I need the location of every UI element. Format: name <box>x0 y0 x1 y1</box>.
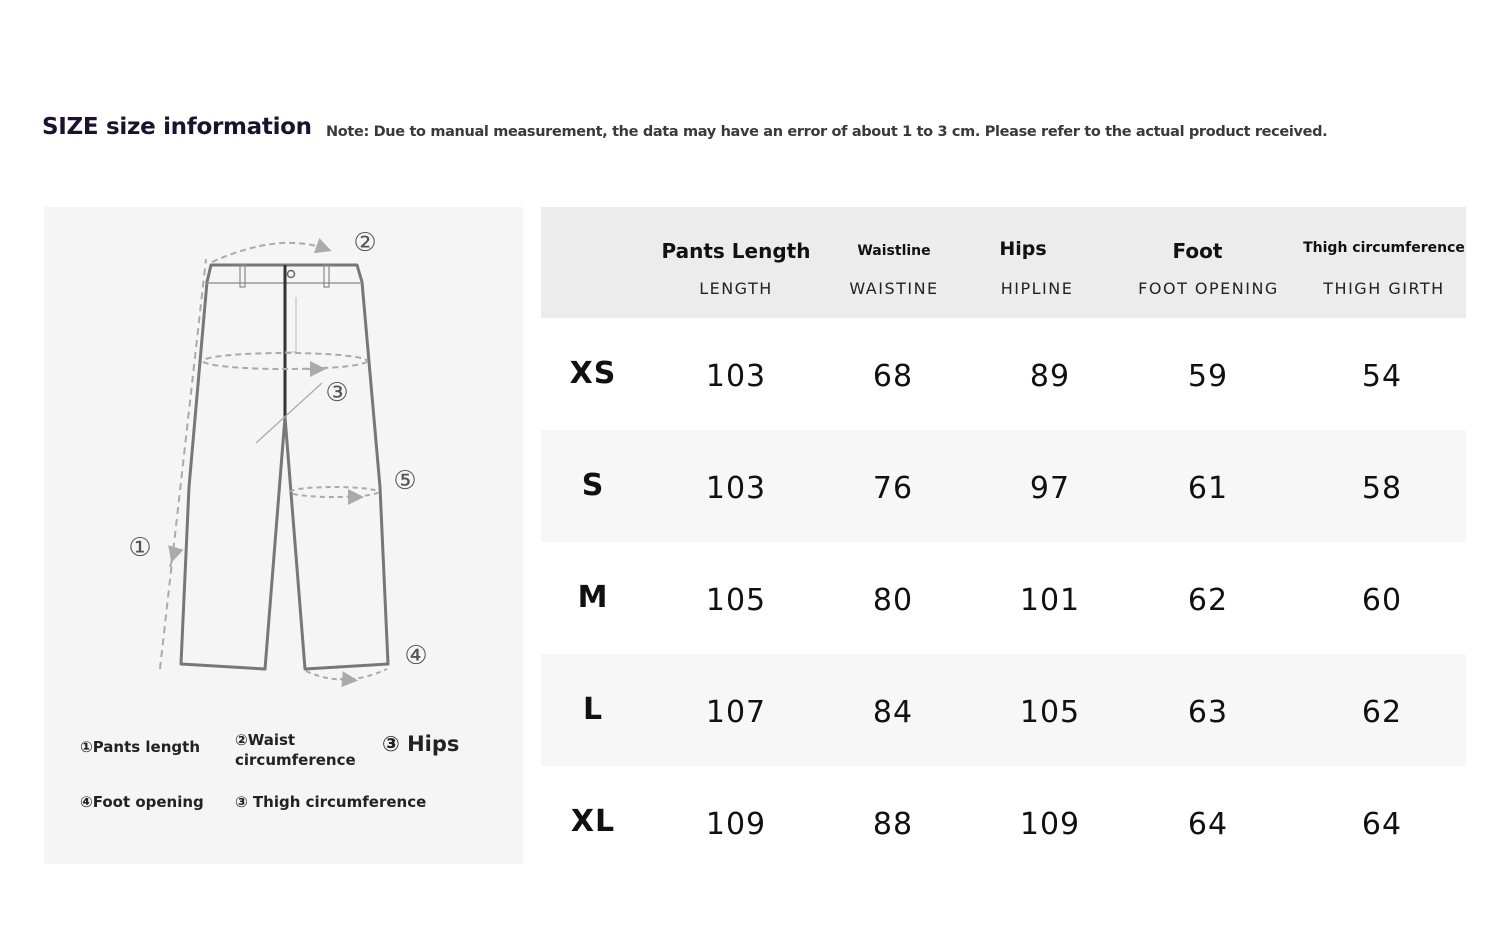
size-label: L <box>582 692 604 727</box>
thigh-ellipse <box>290 487 378 497</box>
value-thigh: 64 <box>1361 807 1403 842</box>
marker-5: ⑤ <box>393 466 417 496</box>
page-title: SIZE size information <box>42 114 312 140</box>
value-length: 103 <box>705 471 767 506</box>
legend-waist-line1: ②Waist <box>235 731 296 749</box>
value-waist: 88 <box>872 807 914 842</box>
value-thigh: 60 <box>1361 583 1403 618</box>
table-row-m <box>541 542 1466 654</box>
size-table <box>541 207 1466 878</box>
value-thigh: 62 <box>1361 695 1403 730</box>
waist-arrow <box>212 243 326 262</box>
size-label: XS <box>569 356 617 391</box>
legend-foot-opening: ④Foot opening <box>80 793 204 811</box>
value-foot: 61 <box>1187 471 1229 506</box>
value-hips: 89 <box>1029 359 1071 394</box>
marker-3: ③ <box>325 378 349 408</box>
value-hips: 109 <box>1019 807 1081 842</box>
value-foot: 59 <box>1187 359 1229 394</box>
col-pants-length: Pants Length LENGTH <box>661 239 811 298</box>
value-hips: 101 <box>1019 583 1081 618</box>
marker-4: ④ <box>404 641 428 671</box>
col-thigh: Thigh circumference THIGH GIRTH <box>1303 240 1465 298</box>
value-waist: 68 <box>872 359 914 394</box>
measurement-note: Note: Due to manual measurement, the data may have an error of about 1 to 3 cm. Please refer to the actual product received. <box>326 124 1328 140</box>
value-thigh: 58 <box>1361 471 1403 506</box>
value-thigh: 54 <box>1361 359 1403 394</box>
legend-thigh: ③ Thigh circumference <box>235 793 427 811</box>
value-hips: 97 <box>1029 471 1071 506</box>
table-row-xl <box>541 766 1466 878</box>
value-foot: 63 <box>1187 695 1229 730</box>
diagram-panel <box>44 207 523 864</box>
value-length: 103 <box>705 359 767 394</box>
legend-pants-length: ①Pants length <box>80 738 200 756</box>
value-hips: 105 <box>1019 695 1081 730</box>
marker-1: ① <box>128 533 152 563</box>
legend-waist-line2: circumference <box>235 751 356 769</box>
table-header <box>541 207 1466 318</box>
table-row-xs <box>541 318 1466 430</box>
marker-2: ② <box>353 228 377 258</box>
value-length: 105 <box>705 583 767 618</box>
legend-hips: ③ Hips <box>382 732 460 756</box>
table-row-l <box>541 654 1466 766</box>
value-foot: 62 <box>1187 583 1229 618</box>
value-length: 107 <box>705 695 767 730</box>
foot-arrow <box>306 669 387 680</box>
table-row-s <box>541 430 1466 542</box>
col-waistline: Waistline WAISTINE <box>849 243 939 298</box>
col-foot: Foot FOOT OPENING <box>1138 239 1279 298</box>
col-hips: Hips HIPLINE <box>999 238 1074 298</box>
value-foot: 64 <box>1187 807 1229 842</box>
value-waist: 84 <box>872 695 914 730</box>
value-waist: 80 <box>872 583 914 618</box>
value-length: 109 <box>705 807 767 842</box>
value-waist: 76 <box>872 471 914 506</box>
size-label: M <box>577 580 609 615</box>
size-label: S <box>581 468 605 503</box>
size-label: XL <box>570 804 616 839</box>
